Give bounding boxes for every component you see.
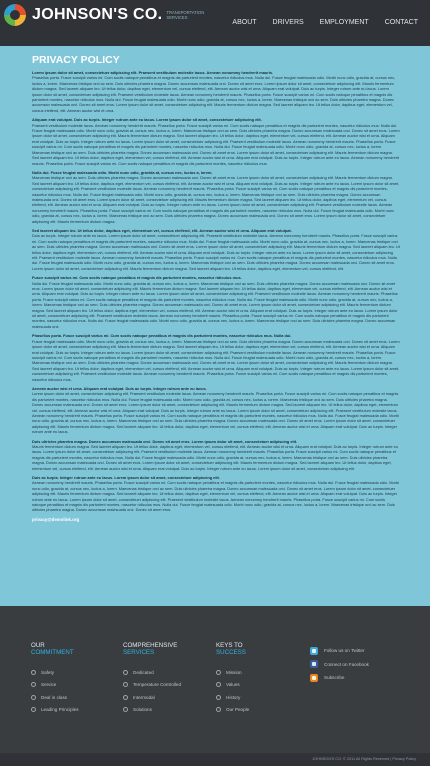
policy-section — [32, 228, 400, 271]
bullet-icon — [216, 707, 221, 712]
nav-contact[interactable]: CONTACT — [384, 19, 418, 26]
footer-link-label: Safety — [41, 669, 55, 675]
footer-link-label: Service — [41, 682, 57, 688]
footer-link-label: Leading Principles — [41, 707, 79, 713]
bullet-icon — [216, 682, 221, 687]
footer-col-title: OUR — [31, 642, 45, 649]
footer-link[interactable] — [216, 704, 249, 717]
footer-link-label: Our People — [226, 707, 250, 713]
footer-link[interactable] — [31, 666, 79, 679]
bullet-icon — [31, 707, 36, 712]
section-heading: Nulla dui. Fusce feugiat malesuada odio. Morbi nunc odio, gravida at, cursus nec, luctus a, lorem. — [32, 169, 213, 175]
footer-col-success — [216, 642, 249, 716]
section-body: Duis ac turpis. Integer rutrum ante eu lacus. Lorem ipsum dolor sit amet, consectetuer adipiscing elit. Praesent vestibulum molestie lacus. Aenean nonummy hendrerit mauris. Phasellus porta. Fusce suscipit varius mi. Cum sociis natoque penatibus et magnis dis parturient montes, nascetur ridiculus mus. Nulla dui. Fusce feugiat malesuada odio. Morbi nunc odio, gravida at, cursus nec, luctus a, lorem. Maecenas tristique orci ac sem. Duis ultricies pharetra magna. Donec accumsan malesuada orci. Donec sit amet eros. Lorem ipsum dolor sit amet, consectetuer adipiscing elit. Mauris fermentum dictum magna. Sed laoreet aliquam leo. Ut tellus dolor, dapibus eget, elementum vel, cursus eleifend, elit. Aenean auctor wisi et urna. Aliquam erat volutpat. Duis ac turpis. Integer rutrum ante eu lacus. Lorem ipsum dolor sit amet, consectetuer adipiscing elit. Praesent vestibulum molestie lacus. Aenean nonummy hendrerit mauris. Phasellus porta. Fusce suscipit varius mi. Cum sociis natoque penatibus et magnis dis parturient montes, nascetur ridiculus mus. Nulla dui. Fusce feugiat malesuada odio. Morbi nunc odio, gravida at, cursus nec, luctus a, lorem. Maecenas tristique orci ac sem. Duis ultricies pharetra magna. Donec accumsan malesuada orci. Donec sit amet eros. Lorem ipsum dolor sit amet, consectetuer adipiscing elit. Mauris fermentum dictum magna. Sed laoreet aliquam leo. Ut tellus dolor, dapibus eget, elementum vel, cursus eleifend, elit. — [32, 233, 400, 271]
facebook-icon — [310, 660, 318, 668]
social-links — [310, 644, 369, 685]
section-heading: Phasellus porta. Fusce suscipit varius mi. Cum sociis natoque penatibus et magnis dis parturient montes, nascetur ridiculus mus. Nulla dui. — [32, 333, 292, 339]
footer-col-commitment — [31, 642, 79, 716]
policy-section — [32, 70, 400, 113]
policy-section — [32, 275, 400, 329]
footer-link-label: Temperature Controlled — [133, 682, 182, 688]
bullet-icon — [31, 670, 36, 675]
policy-section — [32, 117, 400, 166]
section-body: Aenean nonummy hendrerit mauris. Phasellus porta. Fusce suscipit varius mi. Cum sociis natoque penatibus et magnis dis parturient montes, nascetur ridiculus mus. Nulla dui. Fusce feugiat malesuada odio. Morbi nunc odio, gravida at, cursus nec, luctus a, lorem. Maecenas tristique orci ac sem. Duis ultricies pharetra magna. Donec accumsan malesuada orci. Donec sit amet eros. Lorem ipsum dolor sit amet, consectetuer adipiscing elit. Mauris fermentum dictum magna. Sed laoreet aliquam leo. Ut tellus dolor, dapibus eget, elementum vel, cursus eleifend, elit. Aenean auctor wisi et urna. Aliquam erat volutpat. Duis ac turpis. Integer rutrum ante eu lacus. Lorem ipsum dolor sit amet, consectetuer adipiscing elit. Praesent vestibulum molestie lacus. Aenean nonummy hendrerit mauris. Phasellus porta. Fusce suscipit varius mi. Cum sociis natoque penatibus et magnis dis parturient montes, nascetur ridiculus mus. Nulla dui. Fusce feugiat malesuada odio. Morbi nunc odio, gravida at, cursus nec, luctus a, lorem. Maecenas tristique orci ac sem. Duis ultricies pharetra magna. Donec accumsan malesuada orci. Donec sit amet eros. — [32, 480, 399, 513]
section-body: Fusce feugiat malesuada odio. Morbi nunc odio, gravida at, cursus nec, luctus a, lorem. Maecenas tristique orci ac sem. Duis ultricies pharetra magna. Donec accumsan malesuada orci. Donec sit amet eros. Lorem ipsum dolor sit amet, consectetuer adipiscing elit. Mauris fermentum dictum magna. Sed laoreet aliquam leo. Ut tellus dolor, dapibus eget, elementum vel, cursus eleifend, elit. Aenean auctor wisi et urna. Aliquam erat volutpat. Duis ac turpis. Integer rutrum ante eu lacus. Lorem ipsum dolor sit amet, consectetuer adipiscing elit. Praesent vestibulum molestie lacus. Aenean nonummy hendrerit mauris. Phasellus porta. Fusce suscipit varius mi. Cum sociis natoque penatibus et magnis dis parturient montes, nascetur ridiculus mus. Nulla dui. Fusce feugiat malesuada odio. Morbi nunc odio, gravida at, cursus nec, luctus a, lorem. Maecenas tristique orci ac sem. Duis ultricies pharetra magna. Donec accumsan malesuada orci. Donec sit amet eros. Lorem ipsum dolor sit amet, consectetuer adipiscing elit. Mauris fermentum dictum magna. Sed laoreet aliquam leo. Ut tellus dolor, dapibus eget, elementum vel, cursus eleifend, elit. Aenean auctor wisi et urna. Aliquam erat volutpat. Duis ac turpis. Integer rutrum ante eu lacus. Lorem ipsum dolor sit amet, consectetuer adipiscing elit. Praesent vestibulum molestie lacus. Aenean nonummy hendrerit mauris. Phasellus porta. Fusce suscipit varius mi. Cum sociis natoque penatibus et magnis dis parturient montes, nascetur ridiculus mus. — [32, 338, 400, 382]
footer-col-title: COMPREHENSIVE — [123, 642, 178, 649]
bullet-icon — [123, 707, 128, 712]
footer-link-list — [216, 666, 249, 716]
twitter-icon — [310, 647, 318, 655]
footer-link[interactable] — [216, 679, 249, 692]
section-heading: Lorem ipsum dolor sit amet, consectetuer adipiscing elit. Praesent vestibulum molestie lacus. Aenean nonummy hendrerit mauris. — [32, 70, 274, 75]
nav-employment[interactable]: EMPLOYMENT — [319, 19, 369, 26]
footer-col-subtitle: SUCCESS — [216, 649, 246, 656]
footer-link[interactable] — [123, 691, 181, 704]
bullet-icon — [216, 695, 221, 700]
policy-section — [32, 333, 400, 382]
nav-drivers[interactable]: DRIVERS — [272, 19, 304, 26]
footer-link-list — [31, 666, 79, 716]
section-heading: Sed laoreet aliquam leo. Ut tellus dolor, dapibus eget, elementum vel, cursus eleifend, elit. Aenean auctor wisi et urna. Aliquam erat volutpat. — [32, 227, 292, 233]
copyright-text: JOHNSON'S CO. © 2011 All Rights Reserved | Privacy Policy — [312, 757, 416, 761]
privacy-email-link[interactable]: privacy@demolink.org — [32, 516, 80, 522]
nav-about[interactable]: ABOUT — [232, 19, 257, 26]
bullet-icon — [123, 695, 128, 700]
footer-link-label: Solutions — [133, 707, 152, 713]
social-label: Follow us on Twitter — [324, 648, 365, 654]
rss-link[interactable] — [310, 671, 369, 685]
footer-link-label: Dedicated — [133, 669, 154, 675]
bullet-icon — [31, 682, 36, 687]
bullet-icon — [31, 695, 36, 700]
bullet-icon — [123, 670, 128, 675]
social-label: Subscribe — [324, 675, 345, 681]
section-body: Maecenas tristique orci ac sem. Duis ultricies pharetra magna. Donec accumsan malesuada orci. Donec sit amet eros. Lorem ipsum dolor sit amet, consectetuer adipiscing elit. Mauris fermentum dictum magna. Sed laoreet aliquam leo. Ut tellus dolor, dapibus eget, elementum vel, cursus eleifend, elit. Aenean auctor wisi et urna. Aliquam erat volutpat. Duis ac turpis. Integer rutrum ante eu lacus. Lorem ipsum dolor sit amet, consectetuer adipiscing elit. Praesent vestibulum molestie lacus. Aenean nonummy hendrerit mauris. Phasellus porta. Fusce suscipit varius mi. Cum sociis natoque penatibus et magnis dis parturient montes, nascetur ridiculus mus. Nulla dui. Fusce feugiat malesuada odio. Morbi nunc odio, gravida at, cursus nec, luctus a, lorem. Maecenas tristique orci ac sem. Duis ultricies pharetra magna. Donec accumsan malesuada orci. Donec sit amet eros. Lorem ipsum dolor sit amet, consectetuer adipiscing elit. Mauris fermentum dictum magna. Sed laoreet aliquam leo. Ut tellus dolor, dapibus eget, elementum vel, cursus eleifend, elit. Aenean auctor wisi et urna. Aliquam erat volutpat. Duis ac turpis. Integer rutrum ante eu lacus. Lorem ipsum dolor sit amet, consectetuer adipiscing elit. Praesent vestibulum molestie lacus. Aenean nonummy hendrerit mauris. Phasellus porta. Fusce suscipit varius mi. Cum sociis natoque penatibus et magnis dis parturient montes, nascetur ridiculus mus. Nulla dui. Fusce feugiat malesuada odio. Morbi nunc odio, gravida at, cursus nec, luctus a, lorem. Maecenas tristique orci ac sem. Duis ultricies pharetra magna. Donec accumsan malesuada orci. Donec sit amet eros. Lorem ipsum dolor sit amet, consectetuer adipiscing elit. Mauris fermentum dictum magna. — [32, 175, 400, 224]
footer-col-subtitle: COMMITMENT — [31, 649, 74, 656]
footer-link-label: Values — [226, 682, 240, 688]
policy-section — [32, 439, 400, 471]
bullet-icon — [123, 682, 128, 687]
twitter-link[interactable] — [310, 644, 369, 658]
rss-icon — [310, 674, 318, 682]
footer-link[interactable] — [123, 666, 181, 679]
facebook-link[interactable] — [310, 658, 369, 672]
footer-link[interactable] — [31, 691, 79, 704]
copyright-bar — [0, 753, 430, 766]
brand-tagline: TRANSPORTATION SERVICES — [166, 10, 205, 20]
footer-link[interactable] — [123, 704, 181, 717]
section-body: Mauris fermentum dictum magna. Sed laoreet aliquam leo. Ut tellus dolor, dapibus eget, elementum vel, cursus eleifend, elit. Aenean auctor wisi et urna. Aliquam erat volutpat. Duis ac turpis. Integer rutrum ante eu lacus. Lorem ipsum dolor sit amet, consectetuer adipiscing elit. Praesent vestibulum molestie lacus. Aenean nonummy hendrerit mauris. Phasellus porta. Fusce suscipit varius mi. Cum sociis natoque penatibus et magnis dis parturient montes, nascetur ridiculus mus. Nulla dui. Fusce feugiat malesuada odio. Morbi nunc odio, gravida at, cursus nec, luctus a, lorem. Maecenas tristique orci ac sem. Duis ultricies pharetra magna. Donec accumsan malesuada orci. Donec sit amet eros. Lorem ipsum dolor sit amet, consectetuer adipiscing elit. Mauris fermentum dictum magna. Sed laoreet aliquam leo. Ut tellus dolor, dapibus eget, elementum vel, cursus eleifend, elit. Aenean auctor wisi et urna. Aliquam erat volutpat. Duis ac turpis. Integer rutrum ante eu lacus. Lorem ipsum dolor sit amet, consectetuer adipiscing elit. — [32, 444, 398, 471]
brand-name: JOHNSON'S CO. — [32, 6, 163, 23]
footer-link[interactable] — [31, 679, 79, 692]
main-content — [0, 46, 430, 606]
footer-col-services — [123, 642, 181, 716]
section-heading: Aliquam erat volutpat. Duis ac turpis. Integer rutrum ante eu lacus. Lorem ipsum dolor sit amet, consectetuer adipiscing elit. — [32, 117, 262, 123]
footer-col-subtitle: SERVICES — [123, 649, 155, 656]
section-body: Praesent vestibulum molestie lacus. Aenean nonummy hendrerit mauris. Phasellus porta. Fusce suscipit varius mi. Cum sociis natoque penatibus et magnis dis parturient montes, nascetur ridiculus mus. Nulla dui. Fusce feugiat malesuada odio. Morbi nunc odio, gravida at, cursus nec, luctus a, lorem. Maecenas tristique orci ac sem. Duis ultricies pharetra magna. Donec accumsan malesuada orci. Donec sit amet eros. Lorem ipsum dolor sit amet, consectetuer adipiscing elit. Mauris fermentum dictum magna. Sed laoreet aliquam leo. Ut tellus dolor, dapibus eget, elementum vel, cursus eleifend, elit. Aenean auctor wisi et urna. Aliquam erat volutpat. Duis ac turpis. Integer rutrum ante eu lacus. Lorem ipsum dolor sit amet, consectetuer adipiscing elit. Praesent vestibulum molestie lacus. Aenean nonummy hendrerit mauris. Phasellus porta. Fusce suscipit varius mi. Cum sociis natoque penatibus et magnis dis parturient montes, nascetur ridiculus mus. Nulla dui. Fusce feugiat malesuada odio. Morbi nunc odio, gravida at, cursus nec, luctus a, lorem. Maecenas tristique orci ac sem. Duis ultricies pharetra magna. Donec accumsan malesuada orci. Donec sit amet eros. Lorem ipsum dolor sit amet, consectetuer adipiscing elit. Mauris fermentum dictum magna. Sed laoreet aliquam leo. Ut tellus dolor, dapibus eget, elementum vel, cursus eleifend, elit. Aenean auctor wisi et urna. Aliquam erat volutpat. Duis ac turpis. Integer rutrum ante eu lacus. Aenean nonummy hendrerit mauris. Phasellus porta. Fusce suscipit varius mi. Cum sociis natoque penatibus et magnis dis parturient montes, nascetur ridiculus mus. — [32, 122, 400, 166]
policy-section — [32, 170, 400, 224]
footer-link-label: Intermodal — [133, 694, 155, 700]
footer-col-title: KEYS TO — [216, 642, 243, 649]
section-body: Lorem ipsum dolor sit amet, consectetuer adipiscing elit. Praesent vestibulum molestie lacus. Aenean nonummy hendrerit mauris. Phasellus porta. Fusce suscipit varius mi. Cum sociis natoque penatibus et magnis dis parturient montes, nascetur ridiculus mus. Nulla dui. Fusce feugiat malesuada odio. Morbi nunc odio, gravida at, cursus nec, luctus a, lorem. Maecenas tristique orci ac sem. Duis ultricies pharetra magna. Donec accumsan malesuada orci. Donec sit amet eros. Lorem ipsum dolor sit amet, consectetuer adipiscing elit. Mauris fermentum dictum magna. Sed laoreet aliquam leo. Ut tellus dolor, dapibus eget, elementum vel, cursus eleifend, elit. Aenean auctor wisi et urna. Aliquam erat volutpat. Duis ac turpis. Integer rutrum ante eu lacus. Lorem ipsum dolor sit amet, consectetuer adipiscing elit. Praesent vestibulum molestie lacus. Aenean nonummy hendrerit mauris. Phasellus porta. Fusce suscipit varius mi. Cum sociis natoque penatibus et magnis dis parturient montes, nascetur ridiculus mus. Nulla dui. Fusce feugiat malesuada odio. Morbi nunc odio, gravida at, cursus nec, luctus a, lorem. Maecenas tristique orci ac sem. Duis ultricies pharetra magna. Donec accumsan malesuada orci. Donec sit amet eros. Lorem ipsum dolor sit amet, consectetuer adipiscing elit. Mauris fermentum dictum magna. Sed laoreet aliquam leo. Ut tellus dolor, dapibus eget, elementum vel, cursus eleifend, elit. Aenean auctor wisi et urna. Aliquam erat volutpat. Duis ac turpis. Integer rutrum ante eu lacus. — [32, 391, 399, 435]
page-title: PRIVACY POLICY — [32, 54, 120, 66]
section-heading: Fusce suscipit varius mi. Cum sociis natoque penatibus et magnis dis parturient montes, nascetur ridiculus mus. — [32, 275, 242, 281]
section-body: Nulla dui. Fusce feugiat malesuada odio. Morbi nunc odio, gravida at, cursus nec, luctus a, lorem. Maecenas tristique orci ac sem. Duis ultricies pharetra magna. Donec accumsan malesuada orci. Donec sit amet eros. Lorem ipsum dolor sit amet, consectetuer adipiscing elit. Mauris fermentum dictum magna. Sed laoreet aliquam leo. Ut tellus dolor, dapibus eget, elementum vel, cursus eleifend, elit. Aenean auctor wisi et urna. Aliquam erat volutpat. Duis ac turpis. Integer rutrum ante eu lacus. Lorem ipsum dolor sit amet, consectetuer adipiscing elit. Praesent vestibulum molestie lacus. Aenean nonummy hendrerit mauris. Phasellus porta. Fusce suscipit varius mi. Cum sociis natoque penatibus et magnis dis parturient montes, nascetur ridiculus mus. Nulla dui. Fusce feugiat malesuada odio. Morbi nunc odio, gravida at, cursus nec, luctus a, lorem. Maecenas tristique orci ac sem. Duis ultricies pharetra magna. Donec accumsan malesuada orci. Donec sit amet eros. Lorem ipsum dolor sit amet, consectetuer adipiscing elit. Mauris fermentum dictum magna. Sed laoreet aliquam leo. Ut tellus dolor, dapibus eget, elementum vel, cursus eleifend, elit. Aenean auctor wisi et urna. Aliquam erat volutpat. Duis ac turpis. Integer rutrum ante eu lacus. Lorem ipsum dolor sit amet, consectetuer adipiscing elit. Praesent vestibulum molestie lacus. Aenean nonummy hendrerit mauris. Phasellus porta. Fusce suscipit varius mi. Cum sociis natoque penatibus et magnis dis parturient montes, nascetur ridiculus mus. Nulla dui. Fusce feugiat malesuada odio. Morbi nunc odio, gravida at, cursus nec, luctus a, lorem. Maecenas tristique orci ac sem. Duis ultricies pharetra magna. Donec accumsan malesuada orci. — [32, 280, 398, 329]
footer-link[interactable] — [123, 679, 181, 692]
section-heading: Aenean auctor wisi et urna. Aliquam erat volutpat. Duis ac turpis. Integer rutrum ante eu lacus. — [32, 385, 207, 391]
section-body: Phasellus porta. Fusce suscipit varius mi. Cum sociis natoque penatibus et magnis dis parturient montes, nascetur ridiculus mus. Nulla dui. Fusce feugiat malesuada odio. Morbi nunc odio, gravida at, cursus nec, luctus a, lorem. Maecenas tristique orci ac sem. Duis ultricies pharetra magna. Donec accumsan malesuada orci. Donec sit amet eros. Lorem ipsum dolor sit amet, consectetuer adipiscing elit. Mauris fermentum dictum magna. Sed laoreet aliquam leo. Ut tellus dolor, dapibus eget, elementum vel, cursus eleifend, elit. Aenean auctor wisi et urna. Aliquam erat volutpat. Duis ac turpis. Integer rutrum ante eu lacus. Lorem ipsum dolor sit amet, consectetuer adipiscing elit. Praesent vestibulum molestie lacus. Aenean nonummy hendrerit mauris. Phasellus porta. Fusce suscipit varius mi. Cum sociis natoque penatibus et magnis dis parturient montes, nascetur ridiculus mus. Nulla dui. Fusce feugiat malesuada odio. Morbi nunc odio, gravida at, cursus nec, luctus a, lorem. Maecenas tristique orci ac sem. Duis ultricies pharetra magna. Donec accumsan malesuada orci. Donec sit amet eros. Lorem ipsum dolor sit amet, consectetuer adipiscing elit. Mauris fermentum dictum magna. Sed laoreet aliquam leo. Ut tellus dolor, dapibus eget, elementum vel, cursus eleifend, elit. Aenean auctor wisi et urna. — [32, 75, 396, 113]
logo[interactable] — [4, 4, 205, 26]
bullet-icon — [216, 670, 221, 675]
section-heading: Duis ac turpis. Integer rutrum ante eu lacus. Lorem ipsum dolor sit amet, consectetuer adipiscing elit. — [32, 475, 220, 481]
footer-link-list — [123, 666, 181, 716]
site-header — [0, 0, 430, 46]
main-nav — [223, 0, 430, 46]
footer-link-label: History — [226, 694, 241, 700]
policy-section — [32, 386, 400, 435]
footer-link[interactable] — [31, 704, 79, 717]
social-label: Connect on Facebook — [324, 661, 369, 667]
footer-link-label: Mission — [226, 669, 242, 675]
footer-link[interactable] — [216, 691, 249, 704]
footer-link-label: Deal in class — [41, 694, 68, 700]
site-footer — [0, 606, 430, 766]
policy-section — [32, 475, 400, 513]
footer-link[interactable] — [216, 666, 249, 679]
logo-icon — [4, 4, 26, 26]
section-heading: Duis ultricies pharetra magna. Donec accumsan malesuada orci. Donec sit amet eros. Lorem ipsum dolor sit amet, consectetuer adipiscing elit. — [32, 438, 298, 444]
